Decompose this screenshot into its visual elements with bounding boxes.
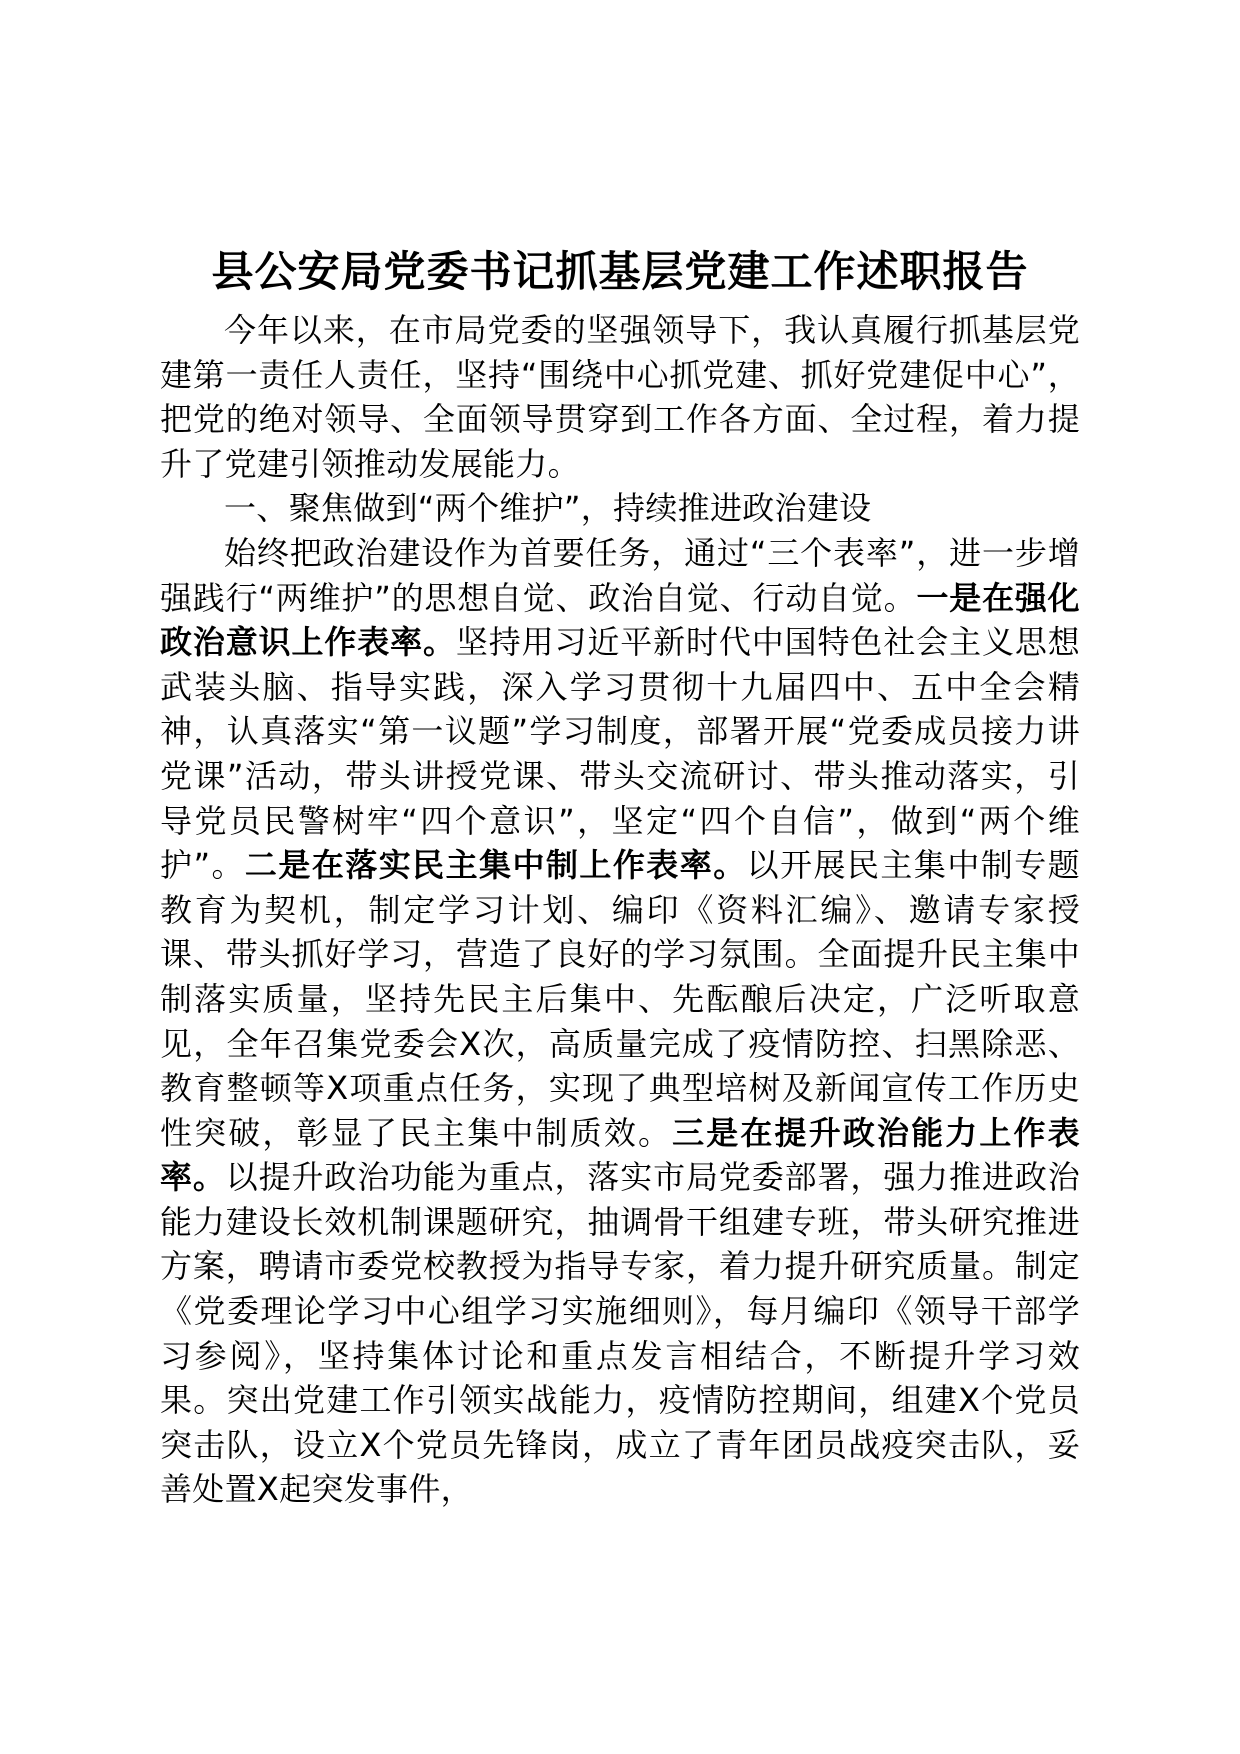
- section-1-text-d: 以提升政治功能为重点，落实市局党委部署，强力推进政治能力建设长效机制课题研究，抽调骨干组建专班，带头研究推进方案，聘请市委党校教授为指导专家，着力提升研究质量。制定《党委理论学习中心组学习实施细则》，每月编印《领导干部学习参阅》，坚持集体讨论和重点发言相结合，不断提升学习效果。突出党建工作引领实战能力，疫情防控期间，组建X个党员突击队，设立X个党员先锋岗，成立了青年团员战疫突击队，妥善处置X起突发事件，: [160, 1158, 1080, 1509]
- intro-text: 今年以来，在市局党委的坚强领导下，我认真履行抓基层党建第一责任人责任，坚持“围绕中心抓党建、抓好党建促中心”，把党的绝对领导、全面领导贯穿到工作各方面、全过程，着力提升了党建引领推动发展能力。: [160, 311, 1080, 483]
- section-heading-1: [160, 486, 1080, 531]
- point-2-bold: 二是在落实民主集中制上作表率。: [244, 846, 747, 885]
- document-body: [160, 244, 1080, 1512]
- point-1-bold: 一是在强化政治意识上作表率。: [160, 578, 1080, 662]
- section-1-text-b: 坚持用习近平新时代中国特色社会主义思想武装头脑、指导实践，深入学习贯彻十九届四中、五中全会精神，认真落实“第一议题”学习制度，部署开展“党委成员接力讲党课”活动，带头讲授党课、带头交流研讨、带头推动落实，引导党员民警树牢“四个意识”，坚定“四个自信”，做到“两个维护”。: [160, 623, 1081, 885]
- section-1-text-c: 以开展民主集中制专题教育为契机，制定学习计划、编印《资料汇编》、邀请专家授课、带头抓好学习，营造了良好的学习氛围。全面提升民主集中制落实质量，坚持先民主后集中、先酝酿后决定，广泛听取意见，全年召集党委会X次，高质量完成了疫情防控、扫黑除恶、教育整顿等X项重点任务，实现了典型培树及新闻宣传工作历史性突破，彰显了民主集中制质效。: [160, 846, 1080, 1152]
- section-1-text-a: 始终把政治建设作为首要任务，通过“三个表率”，进一步增强践行“两维护”的思想自觉、政治自觉、行动自觉。: [160, 533, 1080, 617]
- point-3-bold: 三是在提升政治能力上作表率。: [160, 1113, 1080, 1197]
- section-heading-1-text: 一、聚焦做到“两个维护”，持续推进政治建设: [224, 489, 872, 528]
- intro-paragraph: [160, 308, 1080, 486]
- section-1-paragraph: [160, 531, 1080, 1512]
- document-title: 县公安局党委书记抓基层党建工作述职报告: [211, 247, 1029, 296]
